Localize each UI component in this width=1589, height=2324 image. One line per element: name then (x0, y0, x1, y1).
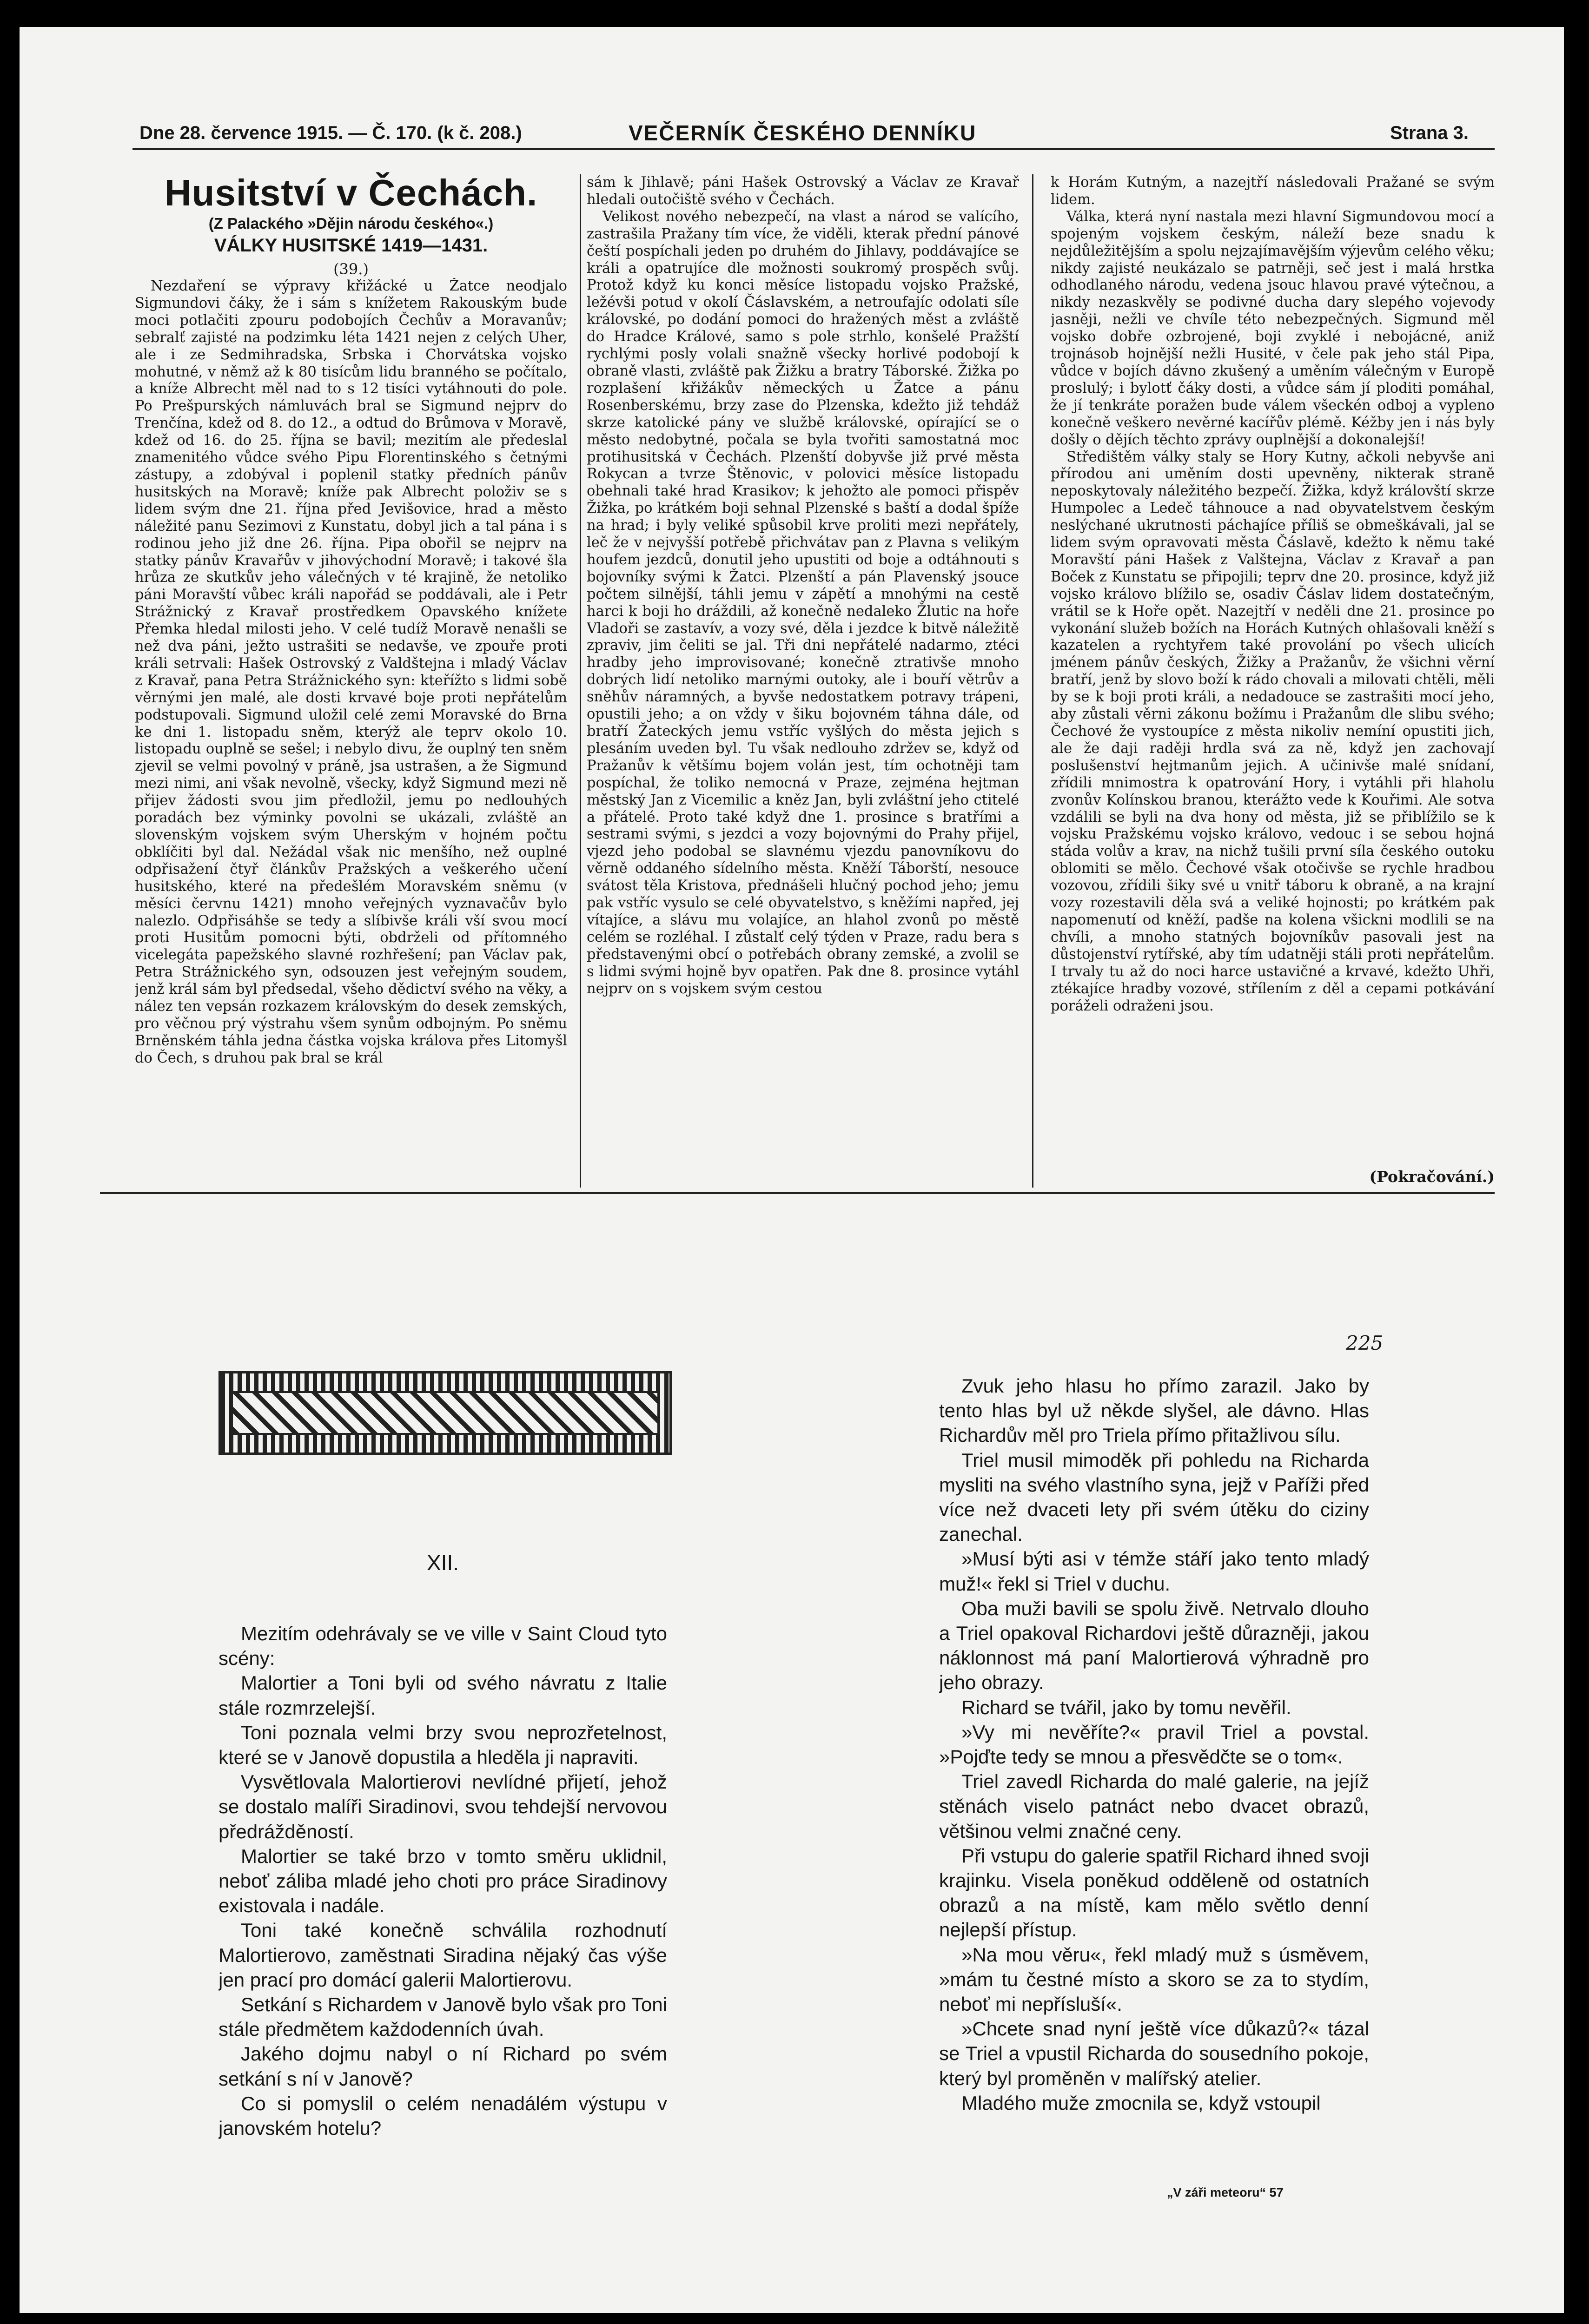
article-part-number: (39.) (333, 260, 369, 278)
article-source: (Z Palackého »Dějin národu českého«.) (208, 215, 494, 232)
paragraph: »Chcete snad nyní ještě více důkazů?« tázal se Triel a vpustil Richarda do sousedního pokoje, který byl proměněn v malířský atelier. (939, 2018, 1369, 2089)
continuation-note: (Pokračování.) (1369, 1168, 1495, 1186)
paragraph: Oba muži bavili se spolu živě. Netrvalo dlouho a Triel opakoval Richardovi ještě důrazněji, jakou náklonnost má paní Malortierová výhradně pro jeho obrazy. (939, 1597, 1369, 1694)
paragraph: Válka, která nyní nastala mezi hlavní Sigmundovou mocí a spojeným vojskem českým, náleží beze snadu k nejdůležitějším a spolu nejzajímavějším výjevům celého věku; nikdy zajisté neukázalo se patrněji, seč jest i malá hrstka odhodlaného národu, vedena jsouc hlavou pravé výtečnou, a nikdy nezaskvěly se podivné ducha dary slepého vojevody jasněji, nežli ve chvíle této nebezpečných. Sigmund měl vojsko dobře ozbrojené, boji zvyklé i nebojácné, aniž trojnásob hojnější nežli Husité, v čele pak jeho stál Pipa, vůdce v bojích dávno zkušený a uměním válečným v Europě proslulý; i bylotť čáky dosti, a vůdce sám jí ploditi pomáhal, že jí tenkráte poražen bude válem všeckén odboj a vypleno konečně veškero nevěrné kacířův plémě. Kéžby jen i nás byly došly o dějích těchto zprávy ouplnější a dokonalejší! (1051, 208, 1495, 448)
article-column-2 (587, 174, 1019, 1187)
paragraph: sám k Jihlavě; páni Hašek Ostrovský a Václav ze Kravař hledali outočiště svého v Čechách. (587, 174, 1019, 208)
chapter-number: XII. (426, 1551, 459, 1575)
paragraph: k Horám Kutným, a nazejtří následovali Pražané se svým lidem. (1051, 174, 1495, 208)
article-bottom-rule (100, 1192, 1495, 1194)
paragraph: Co si pomyslil o celém nenadálém výstupu v janovském hotelu? (218, 2092, 667, 2139)
paragraph: Zvuk jeho hlasu ho přímo zarazil. Jako by tento hlas byl už někde slyšel, ale dávno. Hlas Richardův měl pro Triela přímo přitažlivou sílu. (939, 1375, 1369, 1446)
article-title: Husitství v Čechách. (164, 172, 538, 213)
paragraph: »Musí býti asi v témže stáří jako tento mladý muž!« řekl si Triel v duchu. (939, 1548, 1369, 1595)
paragraph: Mezitím odehrávaly se ve ville v Saint Cloud tyto scény: (218, 1623, 667, 1670)
page-label: Strana 3. (1390, 123, 1469, 143)
paragraph: Při vstupu do galerie spatřil Richard ihned svoji krajinku. Visela poněkud odděleně od ostatních obrazů a na místě, kam mělo světlo denní nejlepší přístup. (939, 1844, 1369, 1941)
paragraph: Triel zavedl Richarda do malé galerie, na jejíž stěnách viselo patnáct nebo dvacet obrazů, většinou velmi značné ceny. (939, 1770, 1369, 1842)
paragraph: Vysvětlovala Malortierovi nevlídné přijetí, jehož se dostalo malíři Siradinovi, svou tehdejší nervovou předrážděností. (218, 1771, 667, 1842)
paragraph: Setkání s Richardem v Janově bylo však pro Toni stále předmětem každodenních úvah. (218, 1994, 667, 2040)
paragraph: Nezdaření se výpravy křižácké u Žatce neodjalo Sigmundovi čáky, že i sám s knížetem Rakouským bude moci potlačiti zpouru podobojích Čechův a Moravanův; sebralť zajisté na podzimku léta 1421 nejen z celých Uher, ale i ze Sedmihradska, Srbska i Chorvátska vojsko mohutné, v němž až k 80 tisícům lidu branného se počítalo, a kníže Albrecht měl nad to s 12 tisíci vytáhnouti do pole. Po Prešpurských námluvách bral se Sigmund nejprv do Trenčína, kdež od 8. do 12., a odtud do Brůmova v Moravě, kdež od 16. do 25. října se bavil; mezitím ale předeslal znamenitého vůdce svého Pipu Florentinského s četnými zástupy, a zdobýval i poplenil statky předních pánův husitských na Moravě; kníže pak Albrecht položiv se s lidem svým dne 21. října před Jevišovice, hrad a město náležité panu Sezimovi z Kunstatu, dobyl jich a tal pána i s rodinou jeho již dne 26. října. Pipa obořil se nejprv na statky pánův Kravařův v jihovýchodní Moravě; i takové šla hrůza ze skutkův jeho válečných v té krajině, že netoliko páni Moravští vůbec králi napořád se poddávali, ale i Petr Strážnický z Kravař prostředkem Opavského knížete Přemka hledal milosti jeho. V celé tudíž Moravě nenašli se než dva páni, ježto ustrašiti se nedavše, ve zpouře proti králi setrvali: Hašek Ostrovský z Valdštejna i mladý Václav z Kravař, pana Petra Strážnického syn: kteřížto s lidmi sobě věrnými jen malé, ale dosti krvavé boje proti nepřátelům podstupovali. Sigmund uložil celé zemi Moravské do Brna ke dni 1. listopadu sněm, kterýž ale teprv okolo 10. listopadu ouplně se sešel; i nebylo divu, že ouplný ten sněm zjevil se velmi povolný v práně, jsa ustrašen, a že Sigmund mezi nimi, ani však nevolně, všecky, když Sigmund mezi ně přijev žádosti svou jim předložil, jemu po nedlouhých poradách bez výminky povolni se ukázali, zvláště an slovenským vojskem svým Uherským v hojném počtu obklíčiti byl dal. Nežádal však nic menšího, než ouplné odpřisažení čtyř článkův Pražských a veškerého učení husitského, které na předešlém Moravském sněmu (v měsíci červnu 1421) mnoho veřejných vyznavačův bylo nalezlo. Odpřisáhše se tedy a slíbivše králi vší svou mocí proti Husitům pomocni býti, obdrželi od přítomného vicelegáta papežského slavné rozhřešení; pan Václav pak, Petra Strážnického syn, odsouzen jest veřejným soudem, jenž král sám byl předsedal, všeho dědictví svého na věky, a nález ten vepsán rozkazem královským do desek zemských, pro věčnou prý výstrahu všem synům odbojným. Po sněmu Brněnském táhla jedna částka vojska králova přes Litomyšl do Čech, s druhou pak bral se král (135, 278, 567, 1066)
story-column-right (939, 1373, 1369, 2185)
paragraph: Malortier a Toni byli od svého návratu z Italie stále rozmrzelejší. (218, 1672, 667, 1719)
newspaper-title: VEČERNÍK ČESKÉHO DENNÍKU (629, 121, 977, 145)
paragraph: »Na mou věru«, řekl mladý muž s úsměvem, »mám tu čestné místo a skoro se za to stydím, neboť mi nepřísluší«. (939, 1943, 1369, 2015)
ornamental-vignette (218, 1371, 672, 1455)
paragraph: Malortier se také brzo v tomto směru uklidnil, neboť záliba mladé jeho choti pro práce Siradinovy existovala i nadále. (218, 1845, 667, 1917)
article-column-3 (1051, 174, 1495, 1169)
paragraph: »Vy mi nevěříte?« pravil Triel a povstal. »Pojďte tedy se mnou a přesvědčte se o tom«. (939, 1721, 1369, 1768)
paragraph: Toni také konečně schválila rozhodnutí Malortierovo, zaměstnati Siradina nějaký čas výše jen prací pro domácí galerii Malortierovu. (218, 1919, 667, 1991)
story-column-left (218, 1621, 667, 2207)
story-footer: „V záři meteoru“ 57 (1167, 2185, 1284, 2199)
header-rule (132, 148, 1495, 150)
paragraph: Jakého dojmu nabyl o ní Richard po svém setkání s ní v Janově? (218, 2043, 667, 2090)
paragraph: Velikost nového nebezpečí, na vlast a národ se valícího, zastrašila Pražany tím více, že viděli, kterak přední pánové čeští pospíchali jeden po druhém do Jihlavy, poddávajíce se králi a opatrujíce dle možnosti soukromý prospěch svůj. Protož když ku konci měsíce listopadu vojsko Pražské, ležévši potud v okolí Čáslavském, a netroufajíc odolati síle královské, po dodání pomoci do hražených měst a zvláště do Hradce Králové, samo s pole strhlo, konšelé Pražští rychlými posly volali snažně všecky horlivé podobojí k obraně vlasti, zvláště pak Žižku a bratry Táborské. Žižka po rozplašení křižákův německých u Žatce a pánu Rosenberskému, brzy zase do Plzenska, kdežto již tehdáž skrze katolické pány ve službě královské, opírající se o město nedobytné, počala se byla tvořiti samostatná moc protihusitská v Čechách. Plzenští dobyvše již prvé města Rokycan a tvrze Štěnovic, v polovici měsíce listopadu obehnali také hrad Krasikov; k jehožto ale pomoci přispěv Žižka, po krátkém boji sehnal Plzenské s baští a dodal špíže na hrad; i byly veliké spůsobil krve proliti mezi nepřátely, leč že v nejvyšší potřebě přichvátav pan z Plavna s velikým houfem jezdců, donutil jeho upustiti od boje a odtáhnouti s bojovníky svými k Žatci. Plzenští a pán Plavenský jsouce počtem silnější, táhli jemu v zápětí a mnohými na cestě harci k boji ho dráždili, až konečně nedaleko Žlutic na hoře Vladoři se zastavív, a vozy své, děla i jezdce k bitvě náležitě zpraviv, jim čeliti se jal. Tři dni nepřátelé nadarmo, ztéci hradby jeho improvisované; konečně ztrativše mnoho dobrých lidí netoliko marnými outoky, ale i bouří větrův a sněhův náramných, a byvše nedostatkem potravy trápeni, opustili jeho; a on vždy v šiku bojovném táhna dále, od bratří Žateckých jemu vstříc vyšlých do města jejich s plesáním uveden byl. Tu však nedlouho zdržev se, když od Pražanův k většímu bojem volán jest, tím ochotněji tam pospíchal, že toliko nemocná v Praze, zejména hejtman městský Jan z Vicemilic a kněz Jan, byli zvláštní jeho ctitelé a přátelé. Proto také když dne 1. prosince s bratřími a sestrami svými, s jezdci a vozy bojovnými do Prahy přijel, vjezd jeho podobal se slavnému vjezdu panovníkovu do věrně oddaného sídelního města. Kněží Táborští, nesouce svátost těla Kristova, přednášeli hlučný pochod jeho; jemu pak vstříc vysulo se celé obyvatelstvo, s kněžími napřed, jej vítajíce, a slávu mu volajíce, an hlahol zvonů po městě celém se rozléhal. I zůstalť celý týden v Praze, radu bera s představenými obcí o potřebách obrany zemské, a zvolil se s lidmi svými hojně byv opatřen. Pak dne 8. prosince vytáhl nejprv on s vojskem svým cestou (587, 208, 1019, 997)
paragraph: Richard se tvářil, jako by tomu nevěřil. (961, 1696, 1291, 1718)
paragraph: Mladého muže zmocnila se, když vstoupil (961, 2092, 1321, 2114)
article-subtitle: VÁLKY HUSITSKÉ 1419—1431. (214, 235, 488, 256)
article-column-1 (135, 278, 567, 1185)
paragraph: Toni poznala velmi brzy svou neprozřetelnost, které se v Janově dopustila a hleděla ji napraviti. (218, 1721, 667, 1769)
page-number: 225 (1346, 1332, 1384, 1354)
issue-date: Dne 28. července 1915. — Č. 170. (k č. 208.) (139, 123, 522, 143)
column-rule (1032, 174, 1033, 1188)
paragraph: Triel musil mimoděk při pohledu na Richarda mysliti na svého vlastního syna, jejž v Paříži před více než dvaceti lety při svém útěku do ciziny zanechal. (939, 1449, 1369, 1545)
column-rule (580, 174, 581, 1188)
paragraph: Středištěm války staly se Hory Kutny, ačkoli nebyvše ani přírodou ani uměním dosti upevněny, nikterak straně neposkytovaly náležitého bezpečí. Žižka, když královští skrze Humpolec a Ledeč táhnouce a nad obyvatelstvem českým neslýchané ukrutnosti páchajíce příliš se obmeškávali, jal se lidem svým opravovati města Čáslavě, kdežto k němu také Moravští páni Hašek z Valštejna, Václav z Kravař a pan Boček z Kunstatu se připojili; teprv dne 20. prosince, když již vojsko královo blížilo se, osadiv Čáslav lidem dostatečným, vrátil se k Hoře opět. Nazejtří v neděli dne 21. prosince po vykonání služeb božích na Horách Kutných ohlašovali kněží s kazatelen a rychtyřem také provolání po všech ulicích jménem pánův českých, Žižky a Pražanův, že všichni věrní bratří, jenž by slovo boží k rádo chovali a milovati chtěli, měli by se k boji proti králi, a nedadouce se zastrašiti mocí jeho, aby zůstali věrni zákonu božímu i Pražanům dle slibu svého; Čechové že vystoupíce z města nikoliv nemíní opustiti jich, ale že daji raději hrdla svá za ně, když jen zachovají poslušenství hejtmanům jejich. A učinivše malé snídaní, zřídili mnimostra k opatrování Hory, i vytáhli při hlaholu zvonův Kolínskou branou, kterážto vede k Kouřimi. Ale sotva vzdálili se byli na dva hony od města, již se přiblížilo se k vojsku Pražskému vojsko královo, vedouc i se sebou hojná stáda volův a krav, na nichž tušili první síla českého outoku oblomiti se mělo. Čechové však otočivše se rychle hradbou vozovou, zřídili šiky své u vnitř táboru k obraně, a na krajní vozy rozestavili děla svá a veliké hojnosti; po krátkém pak napomenutí od kněží, padše na kolena všickni modlili se na chvíli, a mnoho statných bojovníkův pasovali jest na důstojenství rytířské, aby tím udatněji stáli proti nepřátelům. I trvaly tu až do noci harce ustavičné a krvavé, kdežto Uhři, ztékajíce hradby vozové, střílením z děl a cepami potkávání poráželi odraženi jsou. (1051, 449, 1495, 1014)
